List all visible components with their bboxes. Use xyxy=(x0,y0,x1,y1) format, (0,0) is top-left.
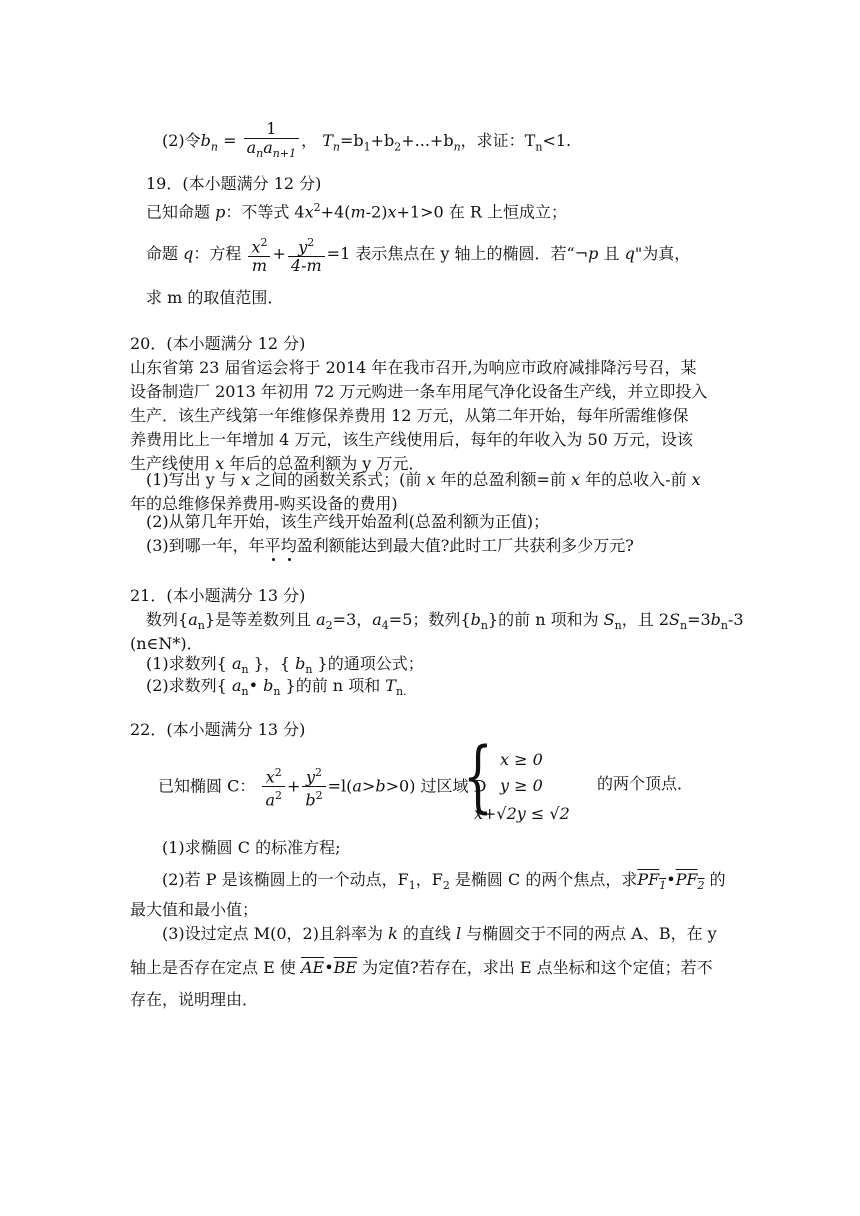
q18-part2-line: (2)令$b_n$ = $\frac{1}{a_na_{n+1}}$ ， $T_n=b_1+b_2+...+b_n$，求证：$T_n<1$. xyxy=(162,120,571,164)
q22-sub-1: (1)求椭圆 C 的标准方程; xyxy=(162,838,341,857)
q20-sub-1: (1)写出 y 与 x 之间的函数关系式；(前 x 年的总盈利额=前 x 年的总收入-前 x xyxy=(146,470,701,489)
q22-region-brace: { xyxy=(463,732,493,822)
q19-line2: 命题 q：方程 $\frac{x^2}{m}$ + $\frac{y^2}{4-m}$ =1 表示焦点在 y 轴上的椭圆．若“¬p 且 q"为真， xyxy=(146,236,691,276)
q22-cond-1: x ≥ 0 xyxy=(500,750,543,769)
q20-para-5: 生产线使用 x 年后的总盈利额为 y 万元． xyxy=(130,454,425,473)
q22-line1: 已知椭圆 C： $\frac{x^2}{a^2}$ + $\frac{y^2}{b^2}$ =l(a>b>0) 过区域 D xyxy=(158,766,487,810)
q21-sub-1: (1)求数列{ $a_n$ }，{ $b_n$ }的通项公式； xyxy=(146,654,424,677)
q20-sub-2: (2)从第几年开始，该生产线开始盈利(总盈利额为正值)； xyxy=(146,512,550,531)
q22-sub-3-end: 存在，说明理由． xyxy=(130,990,259,1009)
q22-frac-y: $\frac{y^2}{b^2}$ xyxy=(302,764,325,810)
q22-sub-2-cont: 最大值和最小值； xyxy=(130,900,259,919)
q20-para-3: 生产．该生产线第一年维修保养费用 12 万元，从第二年开始，每年所需维修保 xyxy=(130,406,689,425)
q22-frac-x: $\frac{x^2}{a^2}$ xyxy=(262,764,285,810)
q21-line2: (n∈N*)． xyxy=(130,634,203,653)
q19-frac-x: $\frac{x^2}{m}$ xyxy=(248,234,270,275)
q22-sub-3: (3)设过定点 M(0，2)且斜率为 k 的直线 l 与椭圆交于不同的两点 A、B，在 y xyxy=(162,924,717,943)
q19-line1: 已知命题 p：不等式 $4x^2+4(m-2)x+1>0$ 在 R 上恒成立； xyxy=(146,201,567,222)
q19-frac-y: $\frac{y^2}{4-m}$ xyxy=(288,234,325,275)
q22-header: 22．(本小题满分 13 分) xyxy=(130,720,306,739)
q21-sub-2: (2)求数列{ $a_n•$ $b_n$ }的前 n 项和 $T_{n.}$ xyxy=(146,676,407,699)
q20-para-4: 养费用比上一年增加 4 万元，该生产线使用后，每年的年收入为 50 万元，设该 xyxy=(130,430,693,449)
q18-fraction: $\frac{1}{a_na_{n+1}}$ xyxy=(244,120,300,163)
q22-cond-3: x+√2y ≤ √2 xyxy=(474,804,570,823)
q21-header: 21．(本小题满分 13 分) xyxy=(130,586,306,605)
q18-part2-prefix: (2)令 xyxy=(162,131,201,151)
q21-line1: 数列$\{a_n\}$是等差数列且 $a_2=3$，$a_4=5$；数列$\{b_n\}$的前 n 项和为 $S_n$，且 $2S_n=3b_n-3$ xyxy=(146,610,744,633)
q20-sub-1-cont: 年的总维修保养费用-购买设备的费用) xyxy=(130,494,398,513)
q19-line3: 求 m 的取值范围． xyxy=(146,288,284,307)
q19-header: 19．(本小题满分 12 分) xyxy=(146,174,322,193)
q20-header: 20．(本小题满分 12 分) xyxy=(130,334,306,353)
q22-sub-2: (2)若 P 是该椭圆上的一个动点，$F_1$，$F_2$ 是椭圆 C 的两个焦点，求$PF_1•PF_2$ 的 xyxy=(162,870,726,893)
q20-sub-3: (3)到哪一年，年平均盈利额能达到最大值?此时工厂共获利多少万元? xyxy=(146,536,634,555)
q22-line1-end: 的两个顶点． xyxy=(597,774,694,793)
q22-sub-3-cont: 轴上是否存在定点 E 使 $\overline{AE}•\overline{BE}$ 为定值?若存在，求出 E 点坐标和这个定值；若不 xyxy=(130,958,713,977)
q22-cond-2: y ≥ 0 xyxy=(500,776,543,795)
q20-para-1: 山东省第 23 届省运会将于 2014 年在我市召开,为响应市政府减排降污号召，某 xyxy=(130,358,697,377)
q20-para-2: 设备制造厂 2013 年初用 72 万元购进一条车用尾气净化设备生产线，并立即投入 xyxy=(130,382,708,401)
